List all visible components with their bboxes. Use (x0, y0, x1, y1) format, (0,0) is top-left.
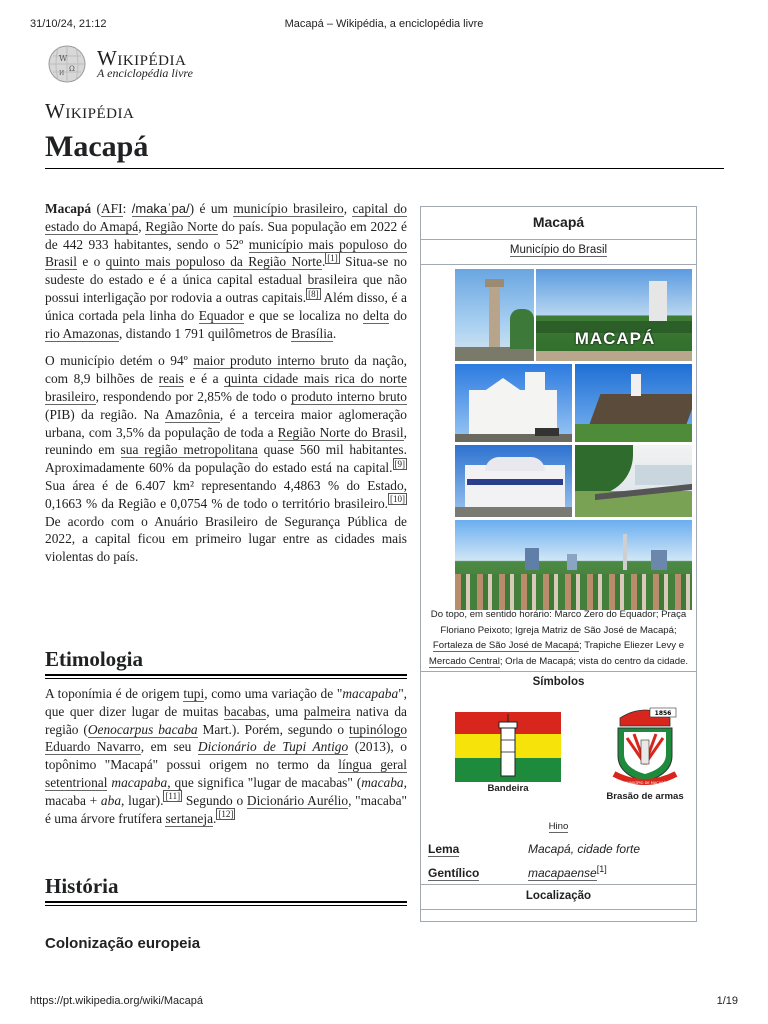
caption-link-fortaleza[interactable]: Fortaleza de São José de Macapá (432, 640, 580, 652)
intro-paragraph-2: O município detém o 94º maior produto interno bruto da nação, com 8,9 bilhões de reais e é a quinta cidade mais rica do norte brasileiro, respondendo por 2,85% de todo o produto interno bruto (PIB) da região. Na Amazônia, é a terceira maior aglomeração urbana, com 3,5% da população de toda a Região Norte do Brasil, reunindo em sua região metropolitana quase 560 mil habitantes. Aproximadamente 60% da população do estado está na capital. [9] Sua área é de 6.407 km² representando 4,4863 % do Estado, 0,1663 % da Região e 0,0754 % de todo o território brasileiro. [10] De acordo com o Anuário Brasileiro de Segurança Pública de 2022, a capital ficou em primeiro lugar entre as cidades mais violentas do país. (45, 353, 407, 565)
link-rio-amazonas[interactable]: rio Amazonas (45, 325, 120, 341)
wikipedia-globe-icon[interactable] (45, 44, 91, 84)
link-capital-amapa[interactable]: capital do estado do Amapá (45, 201, 407, 234)
link-reais[interactable]: reais (158, 371, 184, 387)
svg-text:И: И (59, 70, 65, 77)
ref-10[interactable]: [10] (390, 494, 405, 505)
link-sertaneja[interactable]: sertaneja (165, 810, 214, 826)
intro-text (45, 200, 407, 576)
etimologia-paragraph: A toponímia é de origem tupi, como uma variação de "macapaba", que quer dizer lugar de muitas bacabas, uma palmeira nativa da região (Oenocarpus bacaba Mart.). Porém, segundo o tupinólogo Eduardo Navarro, em seu Dicionário de Tupi Antigo (2013), o topônimo "Macapá" possui origem no termo da língua geral setentrional macapaba, que significa "lugar de macabas" (macaba, macaba + aba, lugar). [11] Segundo o Dicionário Aurélio, "macaba" é uma árvore frutífera sertaneja. [12] (45, 686, 408, 826)
infobox-subtitle-link[interactable]: Município do Brasil (509, 244, 608, 256)
page-title: Macapá (45, 130, 149, 163)
photo-trapiche-mercado[interactable] (455, 445, 572, 517)
link-pib[interactable]: produto interno bruto (291, 388, 407, 404)
link-oenocarpus[interactable]: Oenocarpus bacaba (87, 721, 198, 737)
link-tupinologo[interactable]: tupinólogo (348, 721, 408, 737)
gentilico-label (428, 866, 479, 880)
caption-link-mercado[interactable]: Mercado Central (428, 655, 500, 667)
print-page-number: 1/19 (716, 995, 738, 1007)
link-dicionario-tupi[interactable]: Dicionário de Tupi Antigo (197, 739, 349, 755)
coat-of-arms-image[interactable] (610, 704, 680, 788)
infobox-subtitle-row (421, 239, 696, 264)
photo-praca-floriano[interactable] (536, 269, 692, 361)
ref-9[interactable]: [9] (394, 458, 405, 469)
link-brasilia[interactable]: Brasília (291, 325, 333, 341)
photo-igreja-matriz[interactable] (455, 364, 572, 442)
link-maior-pib[interactable]: maior produto interno bruto (193, 353, 349, 369)
gentilico-ref[interactable]: [1] (596, 864, 607, 874)
infobox-title: Macapá (532, 214, 585, 230)
link-palmeira[interactable]: palmeira (303, 703, 351, 719)
link-quinto-populoso[interactable]: quinto mais populoso da Região Norte (105, 254, 322, 270)
afi-link[interactable]: AFI (101, 201, 123, 216)
logo-tagline: A enciclopédia livre (97, 66, 193, 80)
photo-marco-zero[interactable] (455, 269, 534, 361)
svg-text:Ω: Ω (69, 65, 75, 73)
ref-8[interactable]: [8] (308, 288, 319, 299)
infobox (420, 206, 697, 922)
ref-12[interactable]: [12] (218, 809, 234, 820)
link-equador[interactable]: Equador (198, 307, 245, 323)
ipa-link[interactable]: /makaˈpa/ (131, 201, 190, 216)
link-regiao-norte[interactable]: Região Norte (145, 218, 218, 234)
link-quinta-cidade[interactable]: quinta cidade mais rica do norte brasileiro (45, 371, 407, 404)
etimologia-rule (45, 674, 407, 679)
photo-vista-centro[interactable] (455, 520, 692, 610)
link-regiao-norte-brasil[interactable]: Região Norte do Brasil (277, 424, 404, 440)
section-heading-historia: História (45, 874, 119, 898)
link-eduardo-navarro[interactable]: Eduardo Navarro (45, 739, 141, 755)
link-amazonia[interactable]: Amazônia (164, 406, 220, 422)
infobox-hino (421, 821, 696, 832)
intro-paragraph-1: Macapá (AFI: /makaˈpa/) é um município brasileiro, capital do estado do Amapá, Região Norte do país. Sua população em 2022 é de 442 933 habitantes, sendo o 52º município mais populoso do Brasil e o quinto mais populoso da Região Norte. [1] Situa-se no sudeste do estado e é a única capital estadual brasileira que não possui interligação por rodovia a outras capitais. [8] Além disso, é a única cortada pela linha do Equador e que se localiza no delta do rio Amazonas, distando 1 791 quilômetros de Brasília. (45, 201, 408, 341)
arms-banner-text: MUNICÍPIO DE MACAPÁ (624, 781, 666, 785)
arms-year-text: 1856 (654, 710, 672, 717)
hino-link[interactable]: Hino (548, 821, 569, 832)
gentilico-value-link[interactable]: macapaense (528, 866, 597, 880)
section-heading-etimologia: Etimologia (45, 647, 143, 671)
gentilico-value (528, 866, 607, 880)
photo-sign-text: MACAPÁ (574, 329, 656, 348)
site-name[interactable]: Wikipédia (45, 99, 135, 123)
link-dicionario-aurelio[interactable]: Dicionário Aurélio (246, 792, 349, 808)
ref-11[interactable]: [11] (165, 791, 181, 802)
link-delta[interactable]: delta (363, 307, 390, 323)
infobox-photo-caption: Do topo, em sentido horário: Marco Zero do Equador; Praça Floriano Peixoto; Igreja Matriz de São José de Macapá; Fortaleza de São José de Macapá; Trapiche Eliezer Levy e Mercado Central; Orla de Macapá; vista do centro da cidade. (428, 609, 689, 667)
link-bacabas[interactable]: bacabas (223, 703, 267, 719)
lema-value: Macapá, cidade forte (528, 842, 641, 856)
print-datetime: 31/10/24, 21:12 (30, 18, 107, 30)
photo-orla[interactable] (575, 445, 692, 517)
svg-text:W: W (59, 54, 68, 63)
ref-1[interactable]: [1] (327, 252, 338, 263)
gentilico-label-link[interactable]: Gentílico (428, 866, 480, 880)
lema-label (428, 842, 459, 856)
subsection-heading-colonizacao: Colonização europeia (45, 935, 201, 952)
link-lingua-geral[interactable]: língua geral setentrional (45, 757, 407, 790)
historia-rule (45, 901, 407, 906)
lema-label-link[interactable]: Lema (428, 842, 460, 856)
link-regiao-metropolitana[interactable]: sua região metropolitana (120, 442, 258, 458)
link-tupi[interactable]: tupi (183, 686, 205, 701)
title-rule (45, 168, 724, 169)
link-mais-populoso[interactable]: município mais populoso do Brasil (45, 236, 407, 270)
photo-fortaleza[interactable] (575, 364, 692, 442)
logo-wordmark[interactable]: Wikipédia (97, 46, 187, 70)
flag-image[interactable] (455, 712, 561, 782)
infobox-symbols-header: Símbolos (532, 676, 585, 688)
arms-label: Brasão de armas (606, 791, 684, 802)
link-municipio[interactable]: município brasileiro (233, 201, 344, 216)
subject-bold: Macapá (45, 201, 92, 216)
print-doc-title: Macapá – Wikipédia, a enciclopédia livre (284, 18, 484, 30)
infobox-localizacao-header: Localização (525, 890, 592, 902)
print-url: https://pt.wikipedia.org/wiki/Macapá (30, 995, 204, 1007)
flag-label: Bandeira (487, 783, 529, 794)
